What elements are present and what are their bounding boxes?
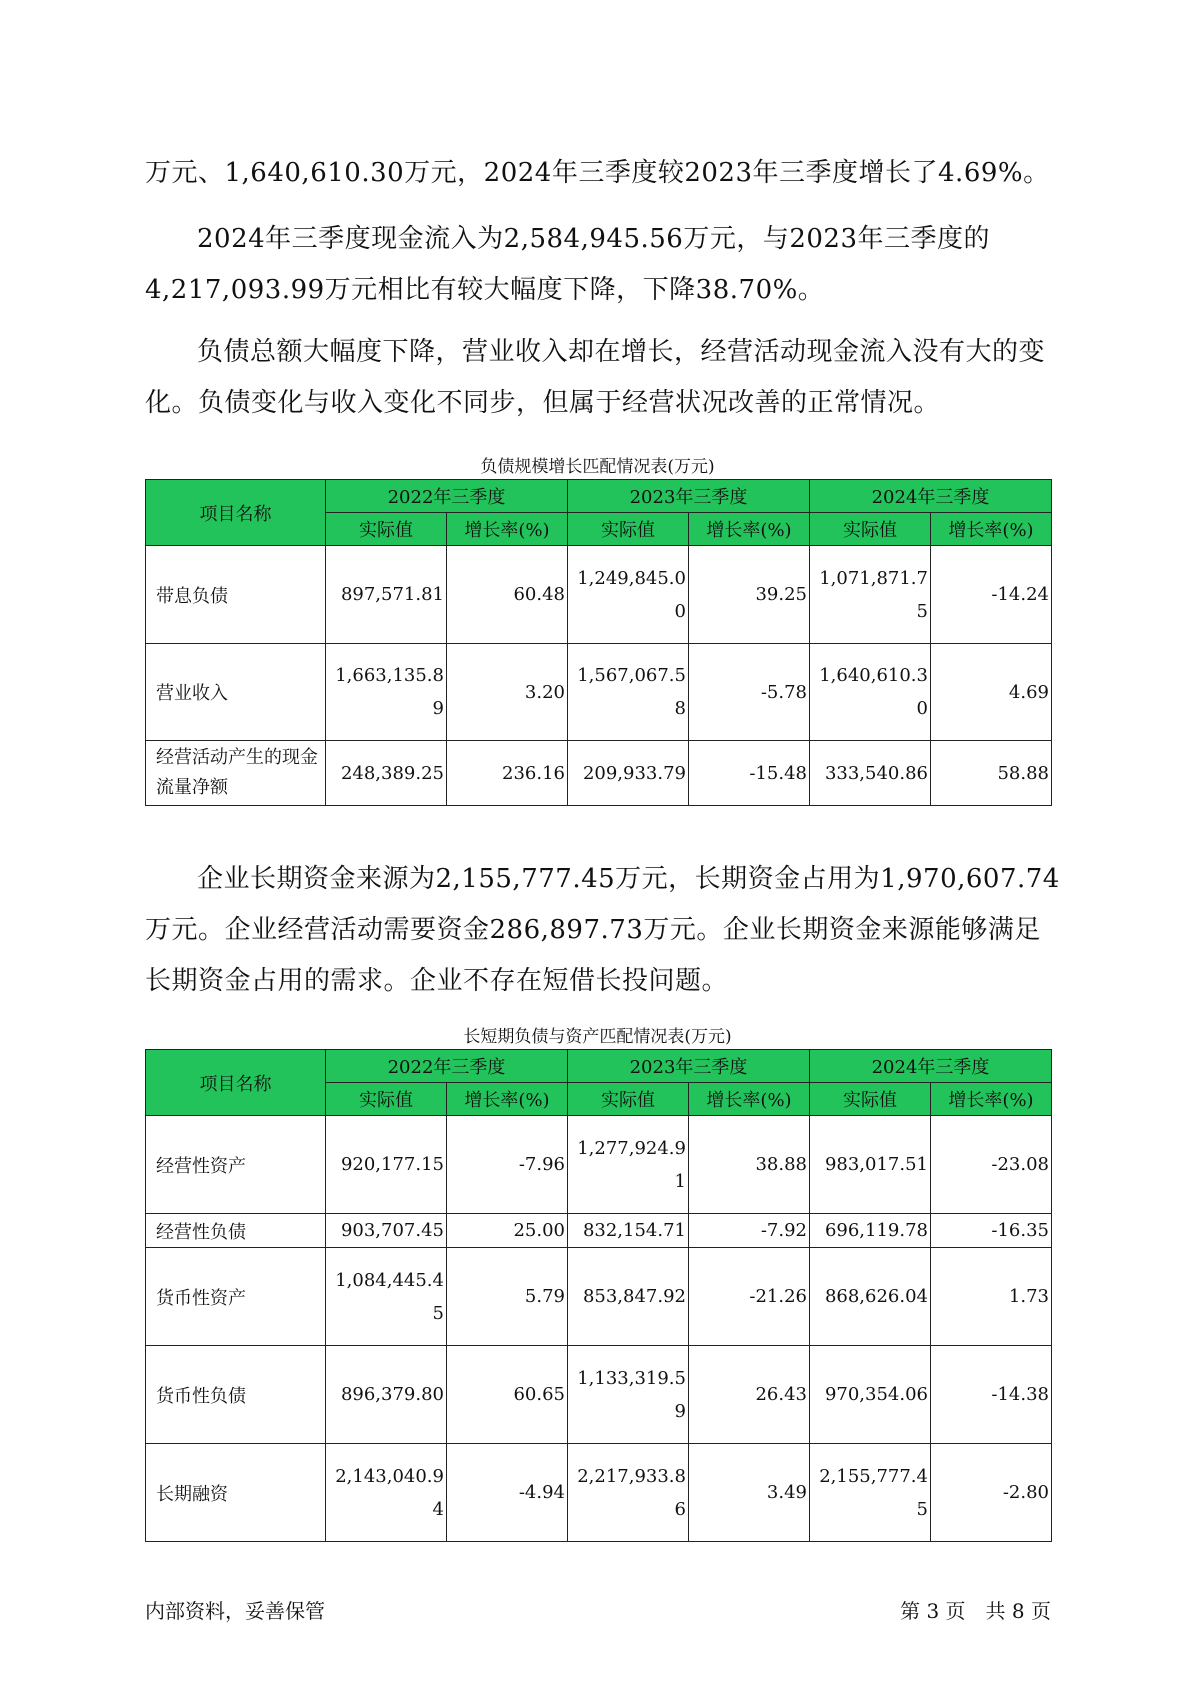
cell-value: -14.38 [931,1346,1052,1444]
cell-value: 1,084,445.45 [326,1248,447,1346]
cell-value: 3.49 [689,1444,810,1542]
header-growth: 增长率(%) [447,513,568,546]
row-name: 货币性资产 [146,1248,326,1346]
header-actual: 实际值 [568,1083,689,1116]
cell-value: -21.26 [689,1248,810,1346]
table-row [146,1248,1052,1346]
header-actual: 实际值 [326,1083,447,1116]
row-name: 营业收入 [146,644,326,741]
paragraph-1: 万元、1,640,610.30万元，2024年三季度较2023年三季度增长了4.69%。 [145,158,1050,188]
header-growth: 增长率(%) [931,513,1052,546]
cell-value: 896,379.80 [326,1346,447,1444]
table2-caption: 长短期负债与资产匹配情况表(万元) [463,1027,732,1047]
table-row [146,1214,1052,1248]
cell-value: 2,217,933.86 [568,1444,689,1542]
cell-value: -2.80 [931,1444,1052,1542]
header-actual: 实际值 [568,513,689,546]
liability-growth-table [145,479,1052,806]
cell-value: 236.16 [447,741,568,806]
cell-value: -14.24 [931,546,1052,644]
cell-value: 1,249,845.00 [568,546,689,644]
table-row [146,644,1052,741]
header-actual: 实际值 [810,513,931,546]
paragraph-4: 企业长期资金来源为2,155,777.45万元，长期资金占用为1,970,607.74万元。企业经营活动需要资金286,897.73万元。企业长期资金来源能够满足长期资金占用的需求。企业不存在短借长投问题。 [145,864,1060,996]
cell-value: 832,154.71 [568,1214,689,1248]
cell-value: 696,119.78 [810,1214,931,1248]
header-period-2024: 2024年三季度 [810,480,1052,513]
table-row [146,741,1052,806]
cell-value: -23.08 [931,1116,1052,1214]
row-name: 经营活动产生的现金流量净额 [146,741,326,806]
header-period-2023: 2023年三季度 [568,1050,810,1083]
header-growth: 增长率(%) [689,1083,810,1116]
header-item-name: 项目名称 [146,480,326,546]
header-growth: 增长率(%) [931,1083,1052,1116]
table-row [146,1116,1052,1214]
header-period-2022: 2022年三季度 [326,1050,568,1083]
cell-value: 1.73 [931,1248,1052,1346]
header-period-2022: 2022年三季度 [326,480,568,513]
footer-confidential-note: 内部资料，妥善保管 [145,1599,325,1623]
cell-value: 1,277,924.91 [568,1116,689,1214]
cell-value: 38.88 [689,1116,810,1214]
row-name: 长期融资 [146,1444,326,1542]
header-actual: 实际值 [326,513,447,546]
cell-value: 4.69 [931,644,1052,741]
cell-value: 1,133,319.59 [568,1346,689,1444]
paragraph-3: 负债总额大幅度下降，营业收入却在增长，经营活动现金流入没有大的变化。负债变化与收入变化不同步，但属于经营状况改善的正常情况。 [145,337,1046,418]
cell-value: 903,707.45 [326,1214,447,1248]
cell-value: 920,177.15 [326,1116,447,1214]
cell-value: 209,933.79 [568,741,689,806]
cell-value: -7.92 [689,1214,810,1248]
table-row [146,1346,1052,1444]
header-item-name: 项目名称 [146,1050,326,1116]
asset-liability-match-table [145,1049,1052,1542]
footer-page-number: 第 3 页 共 8 页 [900,1599,1051,1623]
cell-value: -4.94 [447,1444,568,1542]
cell-value: 2,155,777.45 [810,1444,931,1542]
table-row [146,546,1052,644]
row-name: 经营性资产 [146,1116,326,1214]
cell-value: 853,847.92 [568,1248,689,1346]
cell-value: 248,389.25 [326,741,447,806]
cell-value: -16.35 [931,1214,1052,1248]
cell-value: 970,354.06 [810,1346,931,1444]
cell-value: -15.48 [689,741,810,806]
table-row [146,1444,1052,1542]
cell-value: 333,540.86 [810,741,931,806]
row-name: 经营性负债 [146,1214,326,1248]
cell-value: 1,640,610.30 [810,644,931,741]
cell-value: 897,571.81 [326,546,447,644]
cell-value: 2,143,040.94 [326,1444,447,1542]
cell-value: 3.20 [447,644,568,741]
cell-value: 26.43 [689,1346,810,1444]
header-actual: 实际值 [810,1083,931,1116]
cell-value: 60.65 [447,1346,568,1444]
cell-value: 868,626.04 [810,1248,931,1346]
header-period-2024: 2024年三季度 [810,1050,1052,1083]
cell-value: 1,663,135.89 [326,644,447,741]
cell-value: -7.96 [447,1116,568,1214]
header-growth: 增长率(%) [689,513,810,546]
table1-caption: 负债规模增长匹配情况表(万元) [480,457,715,477]
cell-value: 5.79 [447,1248,568,1346]
row-name: 带息负债 [146,546,326,644]
cell-value: 58.88 [931,741,1052,806]
row-name: 货币性负债 [146,1346,326,1444]
cell-value: 983,017.51 [810,1116,931,1214]
cell-value: 39.25 [689,546,810,644]
cell-value: 1,071,871.75 [810,546,931,644]
header-period-2023: 2023年三季度 [568,480,810,513]
paragraph-2: 2024年三季度现金流入为2,584,945.56万元，与2023年三季度的4,217,093.99万元相比有较大幅度下降，下降38.70%。 [145,224,991,305]
cell-value: 25.00 [447,1214,568,1248]
cell-value: -5.78 [689,644,810,741]
cell-value: 1,567,067.58 [568,644,689,741]
header-growth: 增长率(%) [447,1083,568,1116]
cell-value: 60.48 [447,546,568,644]
